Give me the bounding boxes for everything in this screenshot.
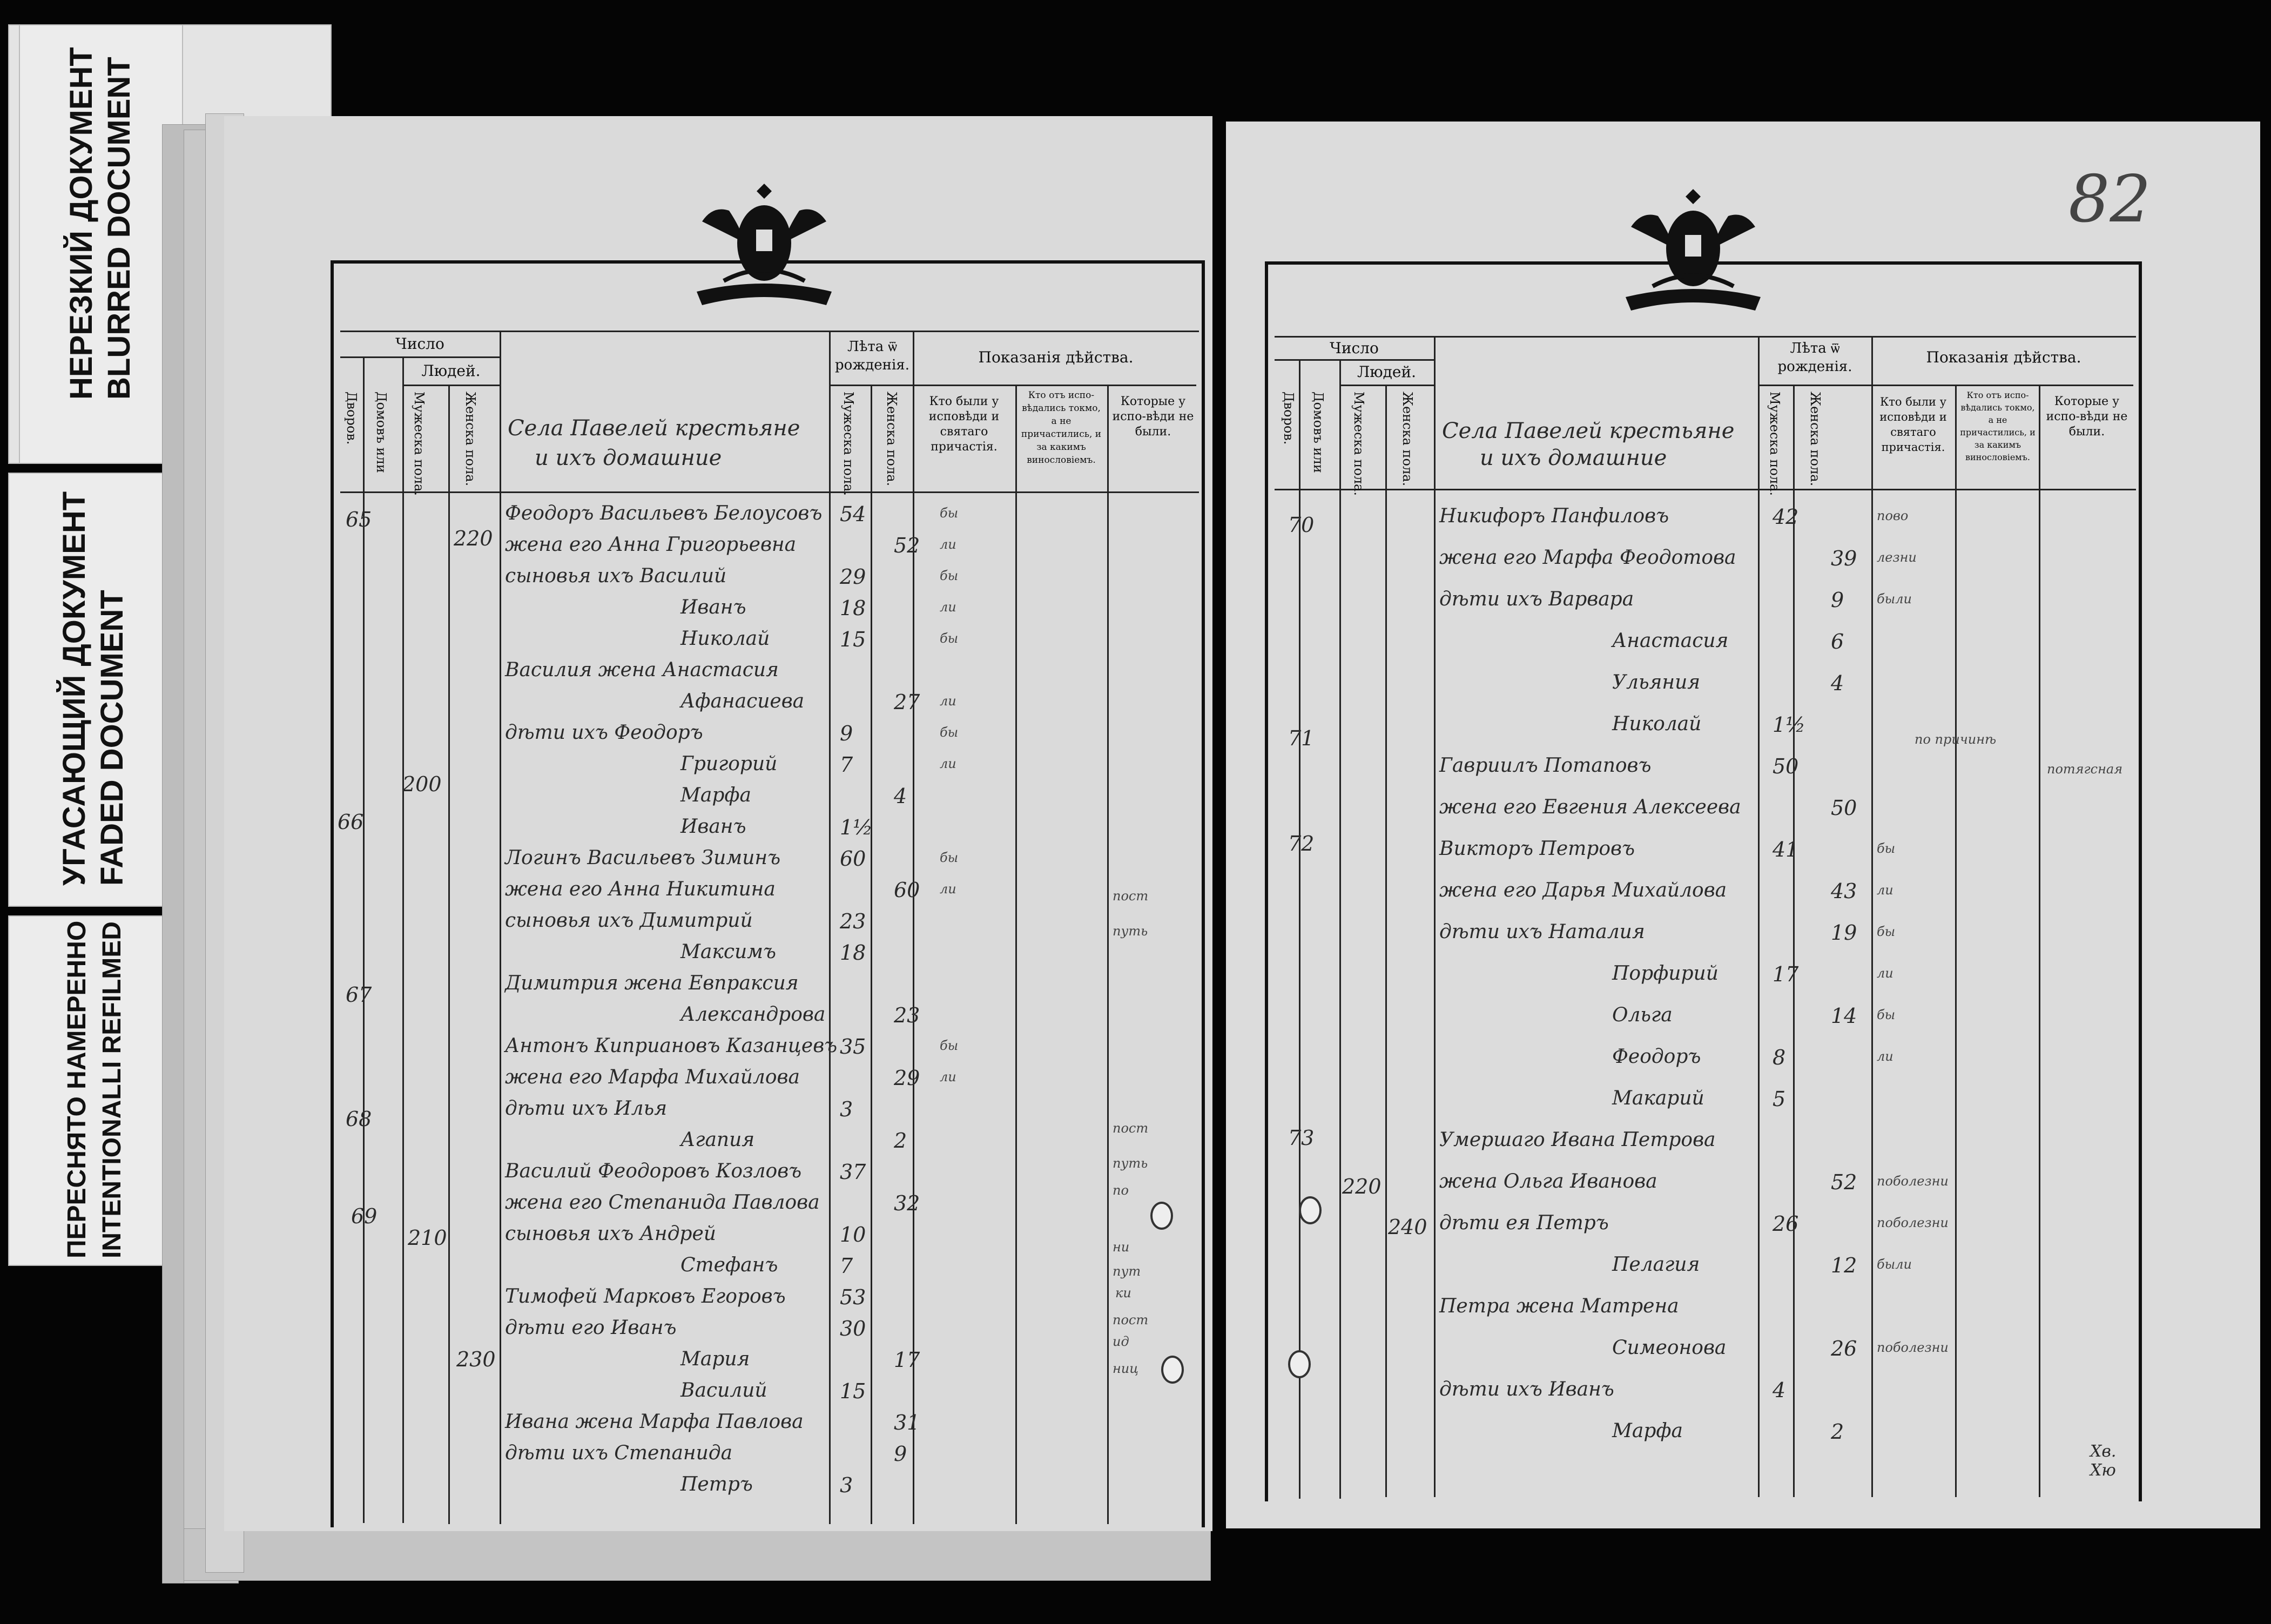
header-col-kto: Кто были у исповѣди и святаго причастія.	[1879, 395, 1947, 454]
right-header-top	[1275, 336, 2136, 338]
age-male: 15	[840, 628, 866, 651]
blurred-label-en: BLURRED DOCUMENT	[102, 57, 137, 400]
age-female: 39	[1831, 547, 1857, 570]
confession-note: ли	[940, 537, 956, 552]
register-name: дѣти ихъ Степанида	[505, 1442, 733, 1464]
faded-label-en: FADED DOCUMENT	[95, 590, 130, 886]
female-count: 240	[1388, 1215, 1427, 1239]
col-divider	[500, 331, 501, 1524]
age-male: 10	[840, 1223, 866, 1246]
house-number: 71	[1288, 726, 1315, 750]
confession-note: бы	[1877, 924, 1896, 939]
age-male: 50	[1773, 754, 1799, 778]
col-divider	[402, 356, 404, 1523]
age-female: 9	[1831, 588, 1844, 612]
register-name: дѣти ихъ Наталия	[1439, 921, 1645, 943]
house-number: 73	[1288, 1126, 1315, 1150]
register-name: Иванъ	[680, 596, 746, 618]
faded-label-ru: УГАСАЮЩИЙ ДОКУМЕНТ	[57, 491, 92, 886]
register-name: дѣти его Иванъ	[505, 1317, 677, 1339]
house-number: 68	[346, 1107, 372, 1131]
confession-note: бы	[940, 725, 959, 740]
binding-hole	[1150, 1202, 1173, 1230]
register-name: Анастасия	[1612, 630, 1729, 652]
header-leta: Лѣта ѿ рожденія.	[835, 339, 909, 373]
side-note: ки	[1115, 1285, 1131, 1300]
register-name: жена его Дарья Михайлова	[1439, 879, 1727, 901]
age-male: 8	[1773, 1046, 1786, 1069]
header-pokazania: Показанія дѣйства.	[1926, 348, 2081, 366]
header-col-kto-ot: Кто отъ испо-вѣдались токмо, а не причастились, и за какимъ винословіемъ.	[1960, 390, 2036, 462]
col-divider	[1793, 385, 1795, 1497]
confession-note: пово	[1877, 508, 1909, 523]
register-name: жена его Марфа Феодотова	[1439, 547, 1736, 569]
confession-note: поболезни	[1877, 1340, 1949, 1355]
header-lyudey: Людей.	[1357, 363, 1417, 381]
right-header-bottom	[1275, 489, 2136, 490]
register-name: Никифоръ Панфиловъ	[1439, 505, 1669, 527]
header-chislo: Число	[1330, 339, 1379, 357]
left-subheader-line	[402, 385, 500, 386]
register-name: Максимъ	[680, 941, 777, 963]
age-male: 3	[840, 1473, 853, 1497]
register-name: Макарий	[1612, 1087, 1704, 1109]
register-name: Мария	[680, 1348, 750, 1370]
blurred-label-tab	[19, 24, 183, 464]
age-female: 26	[1831, 1337, 1857, 1360]
confession-note: ли	[1877, 882, 1893, 898]
age-male: 42	[1773, 505, 1799, 529]
register-name: Агапия	[680, 1129, 755, 1151]
binding-hole	[1161, 1356, 1184, 1384]
confession-note: ли	[940, 756, 956, 771]
left-heading-line1: Села Павелей крестьяне	[508, 416, 800, 441]
age-male: 4	[1773, 1378, 1786, 1402]
house-number: 69	[351, 1204, 378, 1228]
register-name: жена его Анна Никитина	[505, 878, 776, 900]
register-name: Димитрия жена Евпраксия	[505, 972, 799, 994]
house-number: 65	[346, 508, 372, 531]
confession-note: лезни	[1877, 550, 1917, 565]
confession-note: бы	[940, 1038, 959, 1053]
age-male: 53	[840, 1285, 866, 1309]
male-count: 220	[1342, 1175, 1382, 1198]
header-col-age-f: Женска пола.	[1808, 392, 1823, 487]
female-count: 220	[454, 527, 493, 550]
side-note: путь	[1113, 1156, 1148, 1171]
age-male: 15	[840, 1379, 866, 1403]
col-divider	[1434, 336, 1436, 1497]
age-female: 19	[1831, 921, 1857, 945]
left-subheader-line	[913, 385, 1196, 386]
register-name: Викторъ Петровъ	[1439, 838, 1635, 860]
register-name: Антонъ Киприановъ Казанцевъ	[505, 1035, 838, 1057]
side-note: пост	[1113, 888, 1149, 904]
blurred-label-ru: НЕРЕЗКИЙ ДОКУМЕНТ	[64, 47, 99, 400]
header-col-kotorye: Которые у испо-вѣди не были.	[1112, 395, 1194, 439]
age-male: 18	[840, 596, 866, 620]
register-name: жена его Евгения Алексеева	[1439, 796, 1741, 818]
register-name: Василий	[680, 1379, 767, 1401]
corner-mark: Хв. Хю	[2090, 1442, 2117, 1480]
header-col-kto: Кто были у исповѣди и святаго причастія.	[928, 395, 1000, 454]
header-col-kotorye: Которые у испо-вѣди не были.	[2046, 395, 2128, 439]
age-female: 4	[894, 784, 907, 808]
header-col-zhen: Женска пола.	[463, 392, 478, 487]
register-name: сыновья ихъ Андрей	[505, 1223, 716, 1245]
col-divider	[363, 356, 365, 1523]
register-name: Ивана жена Марфа Павлова	[505, 1411, 804, 1433]
side-note: ниц	[1113, 1361, 1139, 1376]
refilmed-label-ru: ПЕРЕСНЯТО НАМЕРЕННО	[63, 920, 91, 1258]
register-name: Иванъ	[680, 816, 746, 838]
confession-note: поболезни	[1877, 1215, 1949, 1230]
register-name: Марфа	[1612, 1420, 1683, 1442]
header-col-muzh: Мужеска пола.	[1351, 392, 1366, 496]
age-female: 52	[894, 534, 920, 557]
house-number: 66	[338, 810, 364, 834]
register-name: жена его Анна Григорьевна	[505, 534, 797, 556]
refilmed-label-en: INTENTIONALLI REFILMED	[98, 921, 126, 1258]
left-heading-line2: и ихъ домашние	[535, 446, 722, 470]
age-male: 23	[840, 909, 866, 933]
age-female: 29	[894, 1066, 920, 1090]
register-name: Порфирий	[1612, 962, 1719, 985]
register-name: Василия жена Анастасия	[505, 659, 779, 681]
col-divider	[1955, 385, 1957, 1497]
right-heading-line2: и ихъ домашние	[1480, 446, 1667, 470]
confession-note: бы	[940, 631, 959, 646]
register-name: Василий Феодоровъ Козловъ	[505, 1160, 802, 1182]
age-female: 2	[894, 1129, 907, 1153]
register-name: Логинъ Васильевъ Зиминъ	[505, 847, 781, 869]
age-male: 7	[840, 1254, 853, 1278]
register-name: Пелагия	[1612, 1254, 1700, 1276]
side-note: по	[1113, 1183, 1129, 1198]
age-male: 1½	[840, 816, 873, 839]
age-male: 26	[1773, 1212, 1799, 1236]
age-male: 41	[1773, 838, 1799, 861]
age-female: 60	[894, 878, 920, 902]
female-count: 230	[456, 1347, 496, 1371]
header-col-age-m: Мужеска пола.	[1767, 392, 1782, 496]
age-male: 1½	[1773, 713, 1806, 737]
male-count: 200	[402, 772, 442, 796]
age-female: 23	[894, 1003, 920, 1027]
confession-note: бы	[940, 506, 959, 521]
register-name: Петръ	[680, 1473, 753, 1495]
register-name: сыновья ихъ Василий	[505, 565, 727, 587]
register-name: жена его Степанида Павлова	[505, 1191, 820, 1214]
register-name: жена Ольга Иванова	[1439, 1170, 1657, 1192]
side-note: пут	[1113, 1264, 1141, 1279]
confession-note: бы	[1877, 1007, 1896, 1022]
confession-note: ли	[940, 881, 956, 897]
page-stack-bottom	[184, 1528, 1211, 1581]
side-note: по причинѣ	[1915, 732, 1997, 747]
col-divider	[1385, 385, 1387, 1497]
right-subheader-line	[1758, 385, 2133, 386]
age-female: 43	[1831, 879, 1857, 903]
binding-hole	[1288, 1350, 1311, 1378]
confession-note: ли	[1877, 966, 1893, 981]
col-divider	[2039, 385, 2040, 1497]
register-name: Симеонова	[1612, 1337, 1727, 1359]
age-female: 50	[1831, 796, 1857, 820]
confession-note: бы	[940, 568, 959, 583]
age-male: 5	[1773, 1087, 1786, 1111]
register-name: Афанасиева	[680, 690, 805, 712]
header-chislo: Число	[395, 335, 444, 353]
header-pokazania: Показанія дѣйства.	[978, 348, 1134, 366]
header-col-zhen: Женска пола.	[1400, 392, 1415, 487]
age-male: 30	[840, 1317, 866, 1340]
age-female: 9	[894, 1442, 907, 1466]
register-name: Феодоръ	[1612, 1046, 1701, 1068]
col-divider	[871, 385, 872, 1524]
age-female: 2	[1831, 1420, 1844, 1444]
age-male: 29	[840, 565, 866, 589]
side-note: пост	[1113, 1312, 1149, 1327]
side-note: потягсная	[2047, 762, 2123, 777]
age-female: 12	[1831, 1254, 1857, 1277]
header-col-dvorov: Дворов.	[1281, 392, 1296, 445]
col-divider	[448, 385, 450, 1524]
age-female: 17	[894, 1348, 920, 1372]
left-header-top	[340, 331, 1199, 332]
confession-note: поболезни	[1877, 1174, 1949, 1189]
age-male: 18	[840, 941, 866, 965]
confession-note: ли	[940, 693, 956, 709]
col-divider	[1871, 336, 1873, 1497]
register-name: Стефанъ	[680, 1254, 778, 1276]
age-male: 60	[840, 847, 866, 871]
confession-note: ли	[940, 1069, 956, 1084]
house-number: 70	[1288, 513, 1315, 537]
col-divider	[1015, 385, 1017, 1524]
age-female: 52	[1831, 1170, 1857, 1194]
col-divider	[829, 331, 831, 1524]
register-name: Тимофей Марковъ Егоровъ	[505, 1285, 786, 1308]
male-count: 210	[408, 1226, 447, 1250]
house-number: 67	[346, 983, 372, 1007]
register-name: Умершаго Ивана Петрова	[1439, 1129, 1716, 1151]
register-name: дѣти ихъ Варвара	[1439, 588, 1634, 610]
age-female: 27	[894, 690, 920, 714]
register-name: Марфа	[680, 784, 752, 806]
col-divider	[1758, 336, 1760, 1497]
register-name: Григорий	[680, 753, 778, 775]
register-name: дѣти ихъ Илья	[505, 1097, 668, 1120]
register-name: сыновья ихъ Димитрий	[505, 909, 753, 932]
age-female: 31	[894, 1411, 920, 1434]
col-divider	[913, 331, 914, 1524]
header-col-domov: Домовъ или	[1311, 392, 1326, 473]
age-male: 7	[840, 753, 853, 777]
col-divider	[1107, 385, 1109, 1524]
register-name: Александрова	[680, 1003, 826, 1026]
header-col-muzh: Мужеска пола.	[412, 392, 427, 496]
age-female: 6	[1831, 630, 1844, 653]
side-note: ид	[1113, 1334, 1129, 1349]
right-heading-line1: Села Павелей крестьяне	[1442, 419, 1735, 443]
confession-note: бы	[1877, 841, 1896, 856]
age-male: 35	[840, 1035, 866, 1059]
age-female: 4	[1831, 671, 1844, 695]
age-female: 32	[894, 1191, 920, 1215]
age-male: 9	[840, 722, 853, 745]
page-number: 82	[2068, 162, 2151, 237]
register-name: Ольга	[1612, 1004, 1673, 1026]
age-male: 3	[840, 1097, 853, 1121]
register-name: Гавриилъ Потаповъ	[1439, 754, 1652, 777]
register-name: жена его Марфа Михайлова	[505, 1066, 800, 1088]
register-name: дѣти ихъ Феодоръ	[505, 722, 703, 744]
left-header-bottom	[340, 491, 1199, 493]
register-name: Ульяния	[1612, 671, 1701, 693]
confession-note: бы	[940, 850, 959, 865]
header-lyudey: Людей.	[421, 362, 481, 380]
age-male: 54	[840, 502, 866, 526]
age-male: 37	[840, 1160, 866, 1184]
side-note: пост	[1113, 1121, 1149, 1136]
register-name: Петра жена Матрена	[1439, 1295, 1679, 1317]
col-divider	[1339, 359, 1341, 1499]
confession-note: были	[1877, 591, 1912, 607]
age-female: 14	[1831, 1004, 1857, 1028]
confession-note: ли	[1877, 1049, 1893, 1064]
register-name: дѣти ихъ Иванъ	[1439, 1378, 1614, 1400]
header-col-age-f: Женска пола.	[884, 392, 899, 487]
register-name: Николай	[680, 628, 770, 650]
binding-hole	[1299, 1196, 1322, 1224]
header-col-domov: Домовъ или	[374, 392, 389, 473]
header-col-kto-ot: Кто отъ испо-вѣдались токмо, а не причастились, и за какимъ винословіемъ.	[1021, 390, 1102, 466]
register-name: дѣти ея Петръ	[1439, 1212, 1609, 1234]
header-col-age-m: Мужеска пола.	[841, 392, 856, 496]
header-leta: Лѣта ѿ рожденія.	[1777, 340, 1852, 375]
house-number: 72	[1288, 832, 1315, 855]
confession-note: ли	[940, 599, 956, 615]
side-note: путь	[1113, 924, 1148, 939]
register-name: Николай	[1612, 713, 1702, 735]
register-name: Феодоръ Васильевъ Белоусовъ	[505, 502, 823, 524]
age-male: 17	[1773, 962, 1799, 986]
header-col-dvorov: Дворов.	[344, 392, 359, 445]
side-note: ни	[1113, 1239, 1130, 1255]
confession-note: были	[1877, 1257, 1912, 1272]
